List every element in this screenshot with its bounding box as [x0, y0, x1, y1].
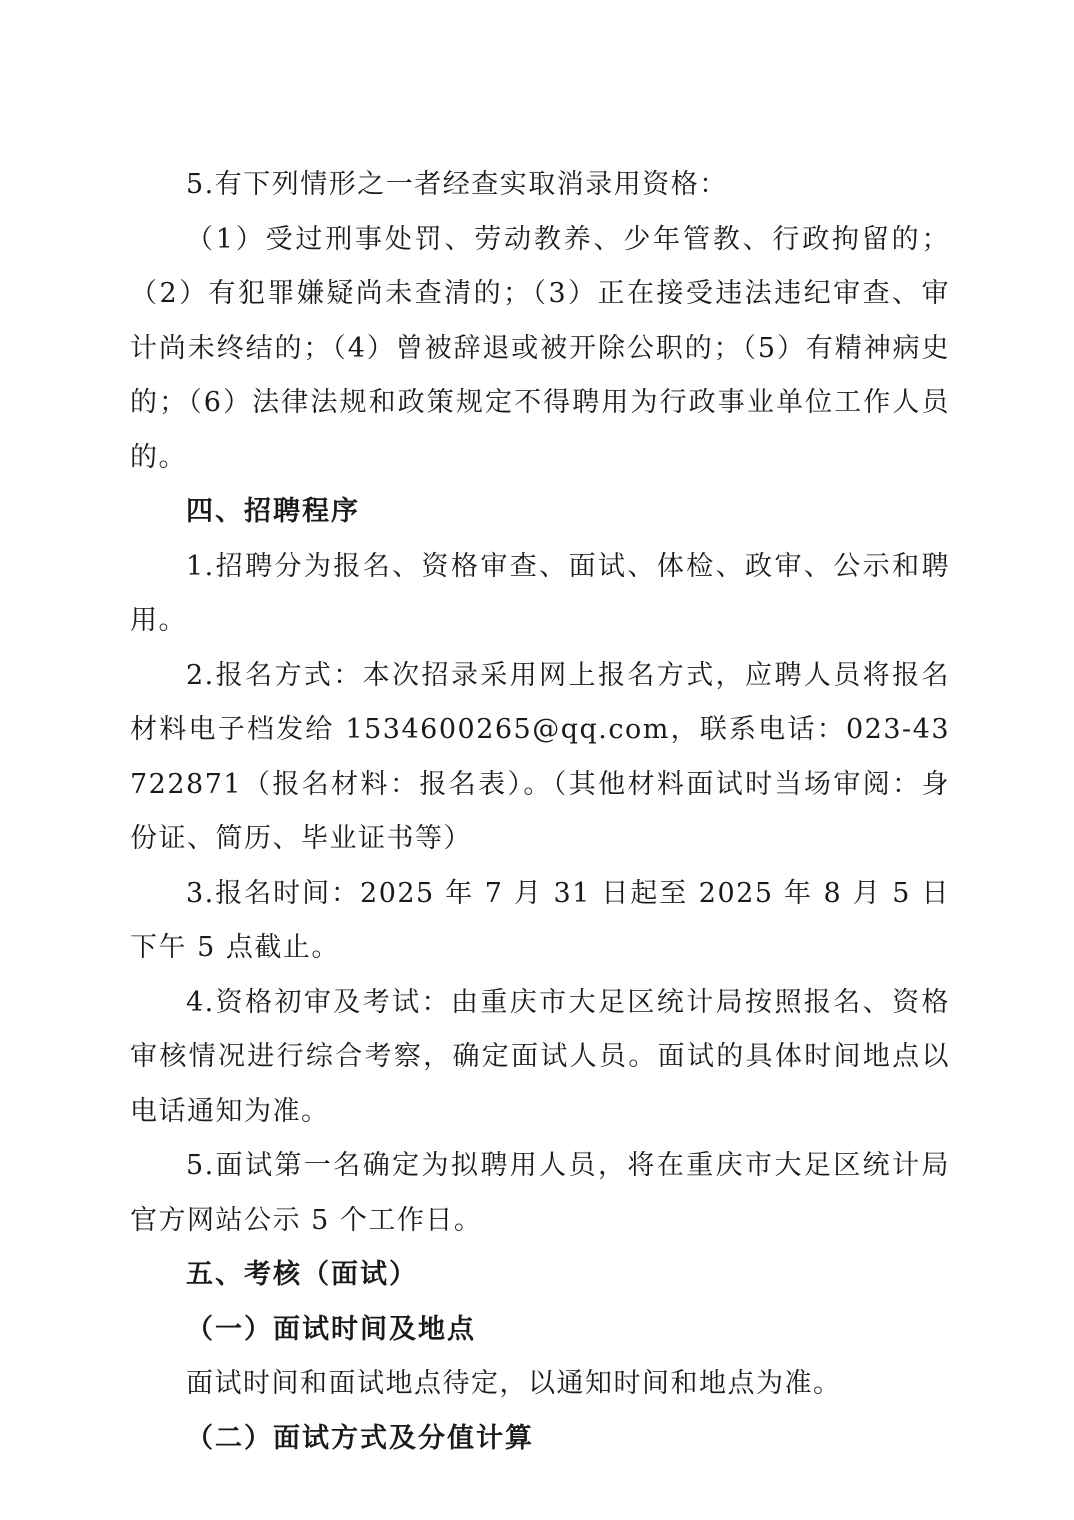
- item5-body: （1）受过刑事处罚、劳动教养、少年管教、行政拘留的；（2）有犯罪嫌疑尚未查清的；（3）正在接受违法违纪审查、审计尚未终结的；（4）曾被辞退或被开除公职的；（5）有精神病史的；（6）法律法规和政策规定不得聘用为行政事业单位工作人员的。: [130, 223, 950, 473]
- item5-title: 5.有下列情形之一者经查实取消录用资格：: [186, 169, 728, 200]
- section4-paragraph-2: 2.报名方式：本次招录采用网上报名方式，应聘人员将报名材料电子档发给 1534600265@qq.com，联系电话：023-43722871（报名材料：报名表）。（其他材料面试时当场审阅：身份证、简历、毕业证书等）: [130, 659, 950, 854]
- section4-paragraph-5: 5.面试第一名确定为拟聘用人员，将在重庆市大足区统计局官方网站公示 5 个工作日。: [130, 1150, 950, 1236]
- section5-subheading-1-body: 面试时间和面试地点待定，以通知时间和地点为准。: [186, 1368, 842, 1399]
- section5-subheading-1: （一）面试时间及地点: [186, 1313, 476, 1345]
- section4-paragraph-1: 1.招聘分为报名、资格审查、面试、体检、政审、公示和聘用。: [130, 550, 950, 636]
- section5-subheading-2: （二）面试方式及分值计算: [186, 1422, 534, 1454]
- section5-heading: 五、考核（面试）: [186, 1259, 418, 1290]
- section4-heading: 四、招聘程序: [186, 496, 360, 527]
- section4-paragraph-4: 4.资格初审及考试：由重庆市大足区统计局按照报名、资格审核情况进行综合考察，确定面试人员。面试的具体时间地点以电话通知为准。: [130, 986, 950, 1127]
- document-page: [130, 158, 950, 1466]
- section4-paragraph-3: 3.报名时间：2025 年 7 月 31 日起至 2025 年 8 月 5 日下午 5 点截止。: [130, 877, 950, 963]
